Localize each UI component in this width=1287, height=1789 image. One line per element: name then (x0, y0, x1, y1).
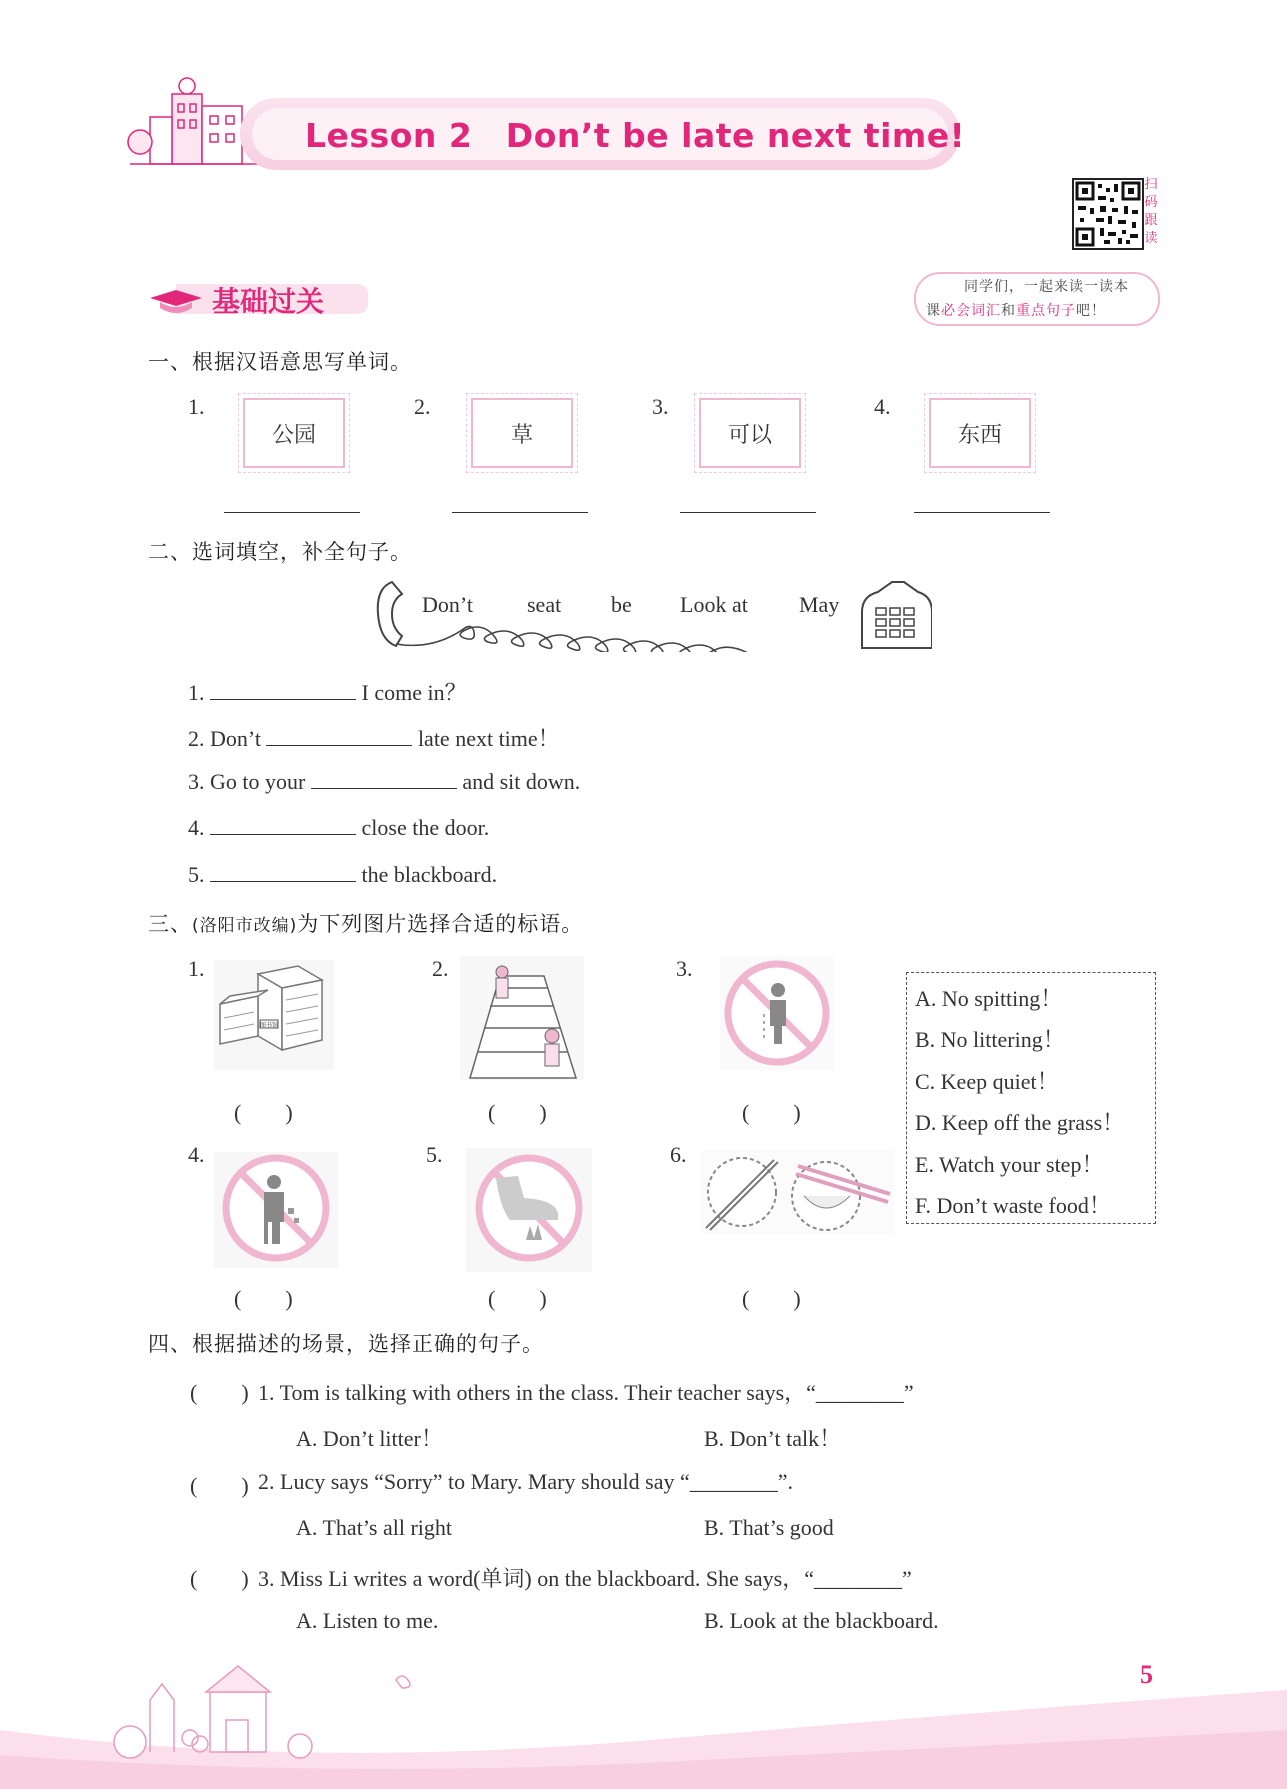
no-littering-icon (214, 1152, 338, 1268)
answer-paren[interactable]: ( ) (190, 1380, 249, 1405)
word-bank-item: Look at (680, 592, 748, 617)
choice-b[interactable]: B. Look at the blackboard. (704, 1608, 939, 1633)
fill-blank[interactable] (210, 681, 356, 700)
page-number: 5 (1140, 1660, 1153, 1689)
fill-blank[interactable] (210, 863, 356, 882)
fill-blank[interactable] (266, 727, 412, 746)
answer-paren[interactable]: ( ) (234, 1286, 293, 1311)
choice-a[interactable]: A. That’s all right (296, 1515, 453, 1540)
no-spitting-icon (720, 956, 834, 1070)
choice-a[interactable]: A. Don’t litter！ (296, 1426, 443, 1451)
fill-sentence: 2. Don’t late next time！ (188, 726, 560, 751)
answer-paren[interactable]: ( ) (488, 1100, 547, 1125)
question-text: 3. Miss Li writes a word(单词) on the blackboard. She says，“________” (258, 1566, 912, 1591)
word-card: 可以 (699, 398, 801, 468)
question-text: 1. Tom is talking with others in the class. Their teacher says，“________” (258, 1380, 914, 1405)
qr-side-label: 扫 码 跟 读 (1144, 177, 1158, 246)
question-text: 2. Lucy says “Sorry” to Mary. Mary should say “________”. (258, 1469, 794, 1494)
word-bank-item: seat (527, 592, 562, 617)
part2-heading: 二、选词填空，补全句子。 (148, 540, 412, 564)
answer-line[interactable] (224, 512, 360, 513)
answer-line[interactable] (680, 512, 816, 513)
answer-paren[interactable]: ( ) (742, 1286, 801, 1311)
option-item: E. Watch your step！ (915, 1152, 1104, 1177)
fill-sentence: 4. close the door. (188, 815, 490, 840)
part3-num: 4. (188, 1142, 205, 1167)
fill-sentence: 1. I come in？ (188, 680, 467, 705)
part3-num: 5. (426, 1142, 443, 1167)
answer-paren[interactable]: ( ) (488, 1286, 547, 1311)
option-item: C. Keep quiet！ (915, 1069, 1059, 1094)
choice-b[interactable]: B. That’s good (704, 1515, 834, 1540)
part1-heading: 一、根据汉语意思写单词。 (148, 350, 412, 374)
answer-paren[interactable]: ( ) (234, 1100, 293, 1125)
part3-num: 6. (670, 1142, 687, 1167)
part1-num: 1. (188, 394, 205, 419)
word-bank-item: Don’t (422, 592, 473, 617)
answer-line[interactable] (914, 512, 1050, 513)
option-item: A. No spitting！ (915, 986, 1063, 1011)
fill-sentence: 3. Go to your and sit down. (188, 769, 581, 794)
part4-heading: 四、根据描述的场景，选择正确的句子。 (148, 1332, 544, 1356)
answer-paren[interactable]: ( ) (190, 1566, 249, 1591)
part3-num: 2. (432, 956, 449, 981)
fill-blank[interactable] (210, 816, 356, 835)
part3-num: 1. (188, 956, 205, 981)
answer-paren[interactable]: ( ) (190, 1473, 249, 1498)
word-bank-item: May (799, 592, 840, 617)
stairs-icon (460, 956, 584, 1080)
reading-tip-line1: 同学们，一起来读一读本 (964, 279, 1129, 295)
word-card: 草 (471, 398, 573, 468)
reading-tip-line2: 课必会词汇和重点句子吧！ (926, 303, 1106, 319)
part1-num: 3. (652, 394, 669, 419)
answer-paren[interactable]: ( ) (742, 1100, 801, 1125)
option-item: F. Don’t waste food！ (915, 1193, 1111, 1218)
fill-blank[interactable] (311, 770, 457, 789)
building-icon (214, 960, 334, 1070)
keep-off-grass-icon (466, 1148, 592, 1272)
word-card: 东西 (929, 398, 1031, 468)
building-sign: 图书馆 (259, 1022, 279, 1029)
part3-heading: 三、(洛阳市改编)为下列图片选择合适的标语。 (148, 912, 584, 936)
part1-num: 2. (414, 394, 431, 419)
part3-num: 3. (676, 956, 693, 981)
lesson-title: Lesson 2 Don’t be late next time! (305, 116, 966, 155)
word-bank-item: be (611, 592, 632, 617)
option-item: B. No littering！ (915, 1027, 1065, 1052)
choice-a[interactable]: A. Listen to me. (296, 1608, 439, 1633)
footer-decoration (0, 1660, 1287, 1789)
word-card: 公园 (243, 398, 345, 468)
option-item: D. Keep off the grass！ (915, 1110, 1125, 1135)
no-waste-food-icon (700, 1150, 894, 1234)
answer-line[interactable] (452, 512, 588, 513)
fill-sentence: 5. the blackboard. (188, 862, 498, 887)
choice-b[interactable]: B. Don’t talk！ (704, 1426, 842, 1451)
qr-code-icon[interactable] (1072, 178, 1144, 250)
part1-num: 4. (874, 394, 891, 419)
section-title: 基础过关 (212, 285, 325, 318)
